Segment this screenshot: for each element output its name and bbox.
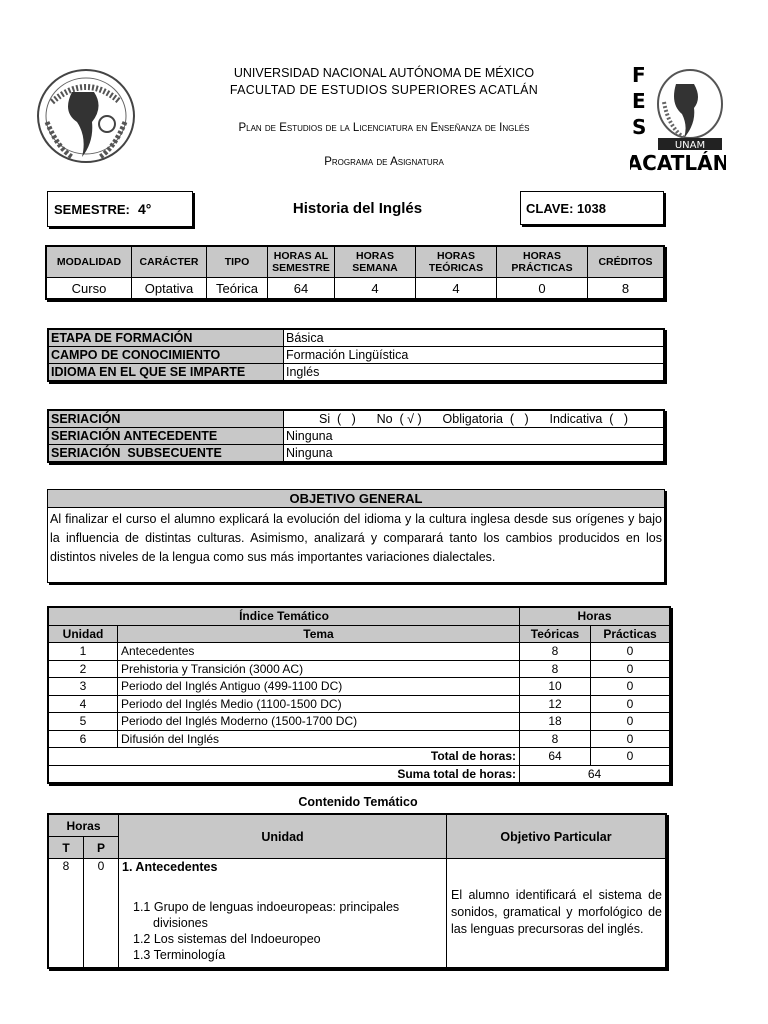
header-caracter: CARÁCTER <box>132 247 207 278</box>
row-unidad: 5 <box>49 713 118 731</box>
row-tema: Periodo del Inglés Moderno (1500-1700 DC) <box>118 713 520 731</box>
course-title: Historia del Inglés <box>292 200 423 217</box>
objetivo-general-box <box>47 489 665 583</box>
subsecuente-value: Ninguna <box>284 445 664 462</box>
university-name: UNIVERSIDAD NACIONAL AUTÓNOMA DE MÉXICO <box>233 66 535 80</box>
row-teoricas: 18 <box>520 713 591 731</box>
campo-label: CAMPO DE CONOCIMIENTO <box>49 347 284 364</box>
header-tipo: TIPO <box>207 247 268 278</box>
semester-label: SEMESTRE: <box>54 202 130 217</box>
row-unidad: 6 <box>49 730 118 748</box>
cont-row-p: 0 <box>84 859 119 968</box>
idioma-label: IDIOMA EN EL QUE SE IMPARTE <box>49 364 284 381</box>
row-tema: Antecedentes <box>118 643 520 661</box>
modalidad-table <box>45 245 665 300</box>
cont-item: divisiones <box>153 916 208 930</box>
header-horas-teoricas: HORAS TEÓRICAS <box>416 247 497 278</box>
logo-acatlan-text: ACATLÁN <box>630 151 726 174</box>
row-practicas: 0 <box>591 730 670 748</box>
plan-title: Plan de Estudios de la Licenciatura en Enseñanza de Inglés <box>238 122 530 134</box>
clave-box <box>520 191 664 225</box>
unam-seal-icon <box>32 62 140 170</box>
value-horas-semestre: 64 <box>268 278 335 299</box>
fes-acatlan-logo-icon <box>630 62 726 174</box>
row-practicas: 0 <box>591 660 670 678</box>
logo-letter-e: E <box>632 89 646 113</box>
etapa-table <box>47 328 665 382</box>
semester-value: 4° <box>138 201 152 217</box>
row-practicas: 0 <box>591 695 670 713</box>
header-horas-practicas: HORAS PRÁCTICAS <box>497 247 588 278</box>
cont-unidad-header: Unidad <box>119 815 447 859</box>
seriacion-value: Si ( ) No ( √ ) Obligatoria ( ) Indicativa ( ) <box>284 411 664 428</box>
col-tema: Tema <box>118 625 520 643</box>
value-modalidad: Curso <box>47 278 132 299</box>
table-row <box>49 730 670 748</box>
value-horas-semana: 4 <box>335 278 416 299</box>
suma-label: Suma total de horas: <box>49 765 520 783</box>
objetivo-text: Al finalizar el curso el alumno explicará la evolución del idioma y la cultura inglesa desde sus orígenes y bajo la influencia de distintas culturas. Asimismo, analizará y comparará tanto los cambios producidos en los distintos niveles de la lengua como sus más importantes variaciones dialectales. <box>50 512 662 564</box>
table-row <box>49 678 670 696</box>
campo-value: Formación Lingüística <box>284 347 664 364</box>
antecedente-label: SERIACIÓN ANTECEDENTE <box>49 428 284 445</box>
contenido-table <box>47 813 667 969</box>
row-teoricas: 10 <box>520 678 591 696</box>
seriacion-table <box>47 409 665 463</box>
subsecuente-label: SERIACIÓN SUBSECUENTE <box>49 445 284 462</box>
etapa-label: ETAPA DE FORMACIÓN <box>49 330 284 347</box>
cont-p-header: P <box>84 837 119 859</box>
value-horas-practicas: 0 <box>497 278 588 299</box>
col-practicas: Prácticas <box>591 625 670 643</box>
suma-value: 64 <box>520 765 670 783</box>
faculty-name: FACULTAD DE ESTUDIOS SUPERIORES ACATLÁN <box>229 83 539 97</box>
etapa-value: Básica <box>284 330 664 347</box>
row-tema: Difusión del Inglés <box>118 730 520 748</box>
row-tema: Periodo del Inglés Antiguo (499-1100 DC) <box>118 678 520 696</box>
row-unidad: 3 <box>49 678 118 696</box>
header-horas-semana: HORAS SEMANA <box>335 247 416 278</box>
row-tema: Periodo del Inglés Medio (1100-1500 DC) <box>118 695 520 713</box>
indice-tematico-table <box>47 606 671 784</box>
clave-label: CLAVE: <box>526 201 574 216</box>
indice-title: Índice Temático <box>49 608 520 626</box>
col-teoricas: Teóricas <box>520 625 591 643</box>
row-tema: Prehistoria y Transición (3000 AC) <box>118 660 520 678</box>
cont-horas-header: Horas <box>49 815 119 837</box>
semester-box <box>47 191 193 227</box>
logo-letter-s: S <box>632 115 647 139</box>
cont-item: 1.1 Grupo de lenguas indoeuropeas: principales <box>133 900 400 914</box>
row-teoricas: 8 <box>520 643 591 661</box>
logo-unam-text: UNAM <box>674 140 706 151</box>
seriacion-label: SERIACIÓN <box>49 411 284 428</box>
clave-value: 1038 <box>577 201 606 216</box>
antecedente-value: Ninguna <box>284 428 664 445</box>
row-teoricas: 8 <box>520 730 591 748</box>
header-horas-semestre: HORAS AL SEMESTRE <box>268 247 335 278</box>
row-practicas: 0 <box>591 643 670 661</box>
cont-t-header: T <box>49 837 84 859</box>
header-creditos: CRÉDITOS <box>588 247 664 278</box>
value-creditos: 8 <box>588 278 664 299</box>
cont-objective: El alumno identificará el sistema de sonidos, gramatical y morfológico de las lenguas precursoras del inglés. <box>451 888 662 936</box>
value-horas-teoricas: 4 <box>416 278 497 299</box>
row-practicas: 0 <box>591 678 670 696</box>
total-label: Total de horas: <box>49 748 520 766</box>
header-modalidad: MODALIDAD <box>47 247 132 278</box>
row-practicas: 0 <box>591 713 670 731</box>
contenido-title: Contenido Temático <box>298 795 418 809</box>
program-title: Programa de Asignatura <box>324 156 444 168</box>
cont-unit-title: 1. Antecedentes <box>122 860 218 874</box>
row-unidad: 2 <box>49 660 118 678</box>
total-practicas: 0 <box>591 748 670 766</box>
objetivo-title: OBJETIVO GENERAL <box>48 490 664 508</box>
cont-row-t: 8 <box>49 859 84 968</box>
idioma-value: Inglés <box>284 364 664 381</box>
row-unidad: 1 <box>49 643 118 661</box>
total-teoricas: 64 <box>520 748 591 766</box>
logo-letter-f: F <box>632 63 646 87</box>
table-row <box>49 660 670 678</box>
table-row <box>49 695 670 713</box>
value-caracter: Optativa <box>132 278 207 299</box>
row-teoricas: 8 <box>520 660 591 678</box>
cont-item: 1.3 Terminología <box>133 948 226 962</box>
cont-item: 1.2 Los sistemas del Indoeuropeo <box>133 932 321 946</box>
table-row <box>49 713 670 731</box>
table-row <box>49 643 670 661</box>
row-unidad: 4 <box>49 695 118 713</box>
value-tipo: Teórica <box>207 278 268 299</box>
row-teoricas: 12 <box>520 695 591 713</box>
col-unidad: Unidad <box>49 625 118 643</box>
horas-title: Horas <box>520 608 670 626</box>
cont-objetivo-header: Objetivo Particular <box>447 815 666 859</box>
